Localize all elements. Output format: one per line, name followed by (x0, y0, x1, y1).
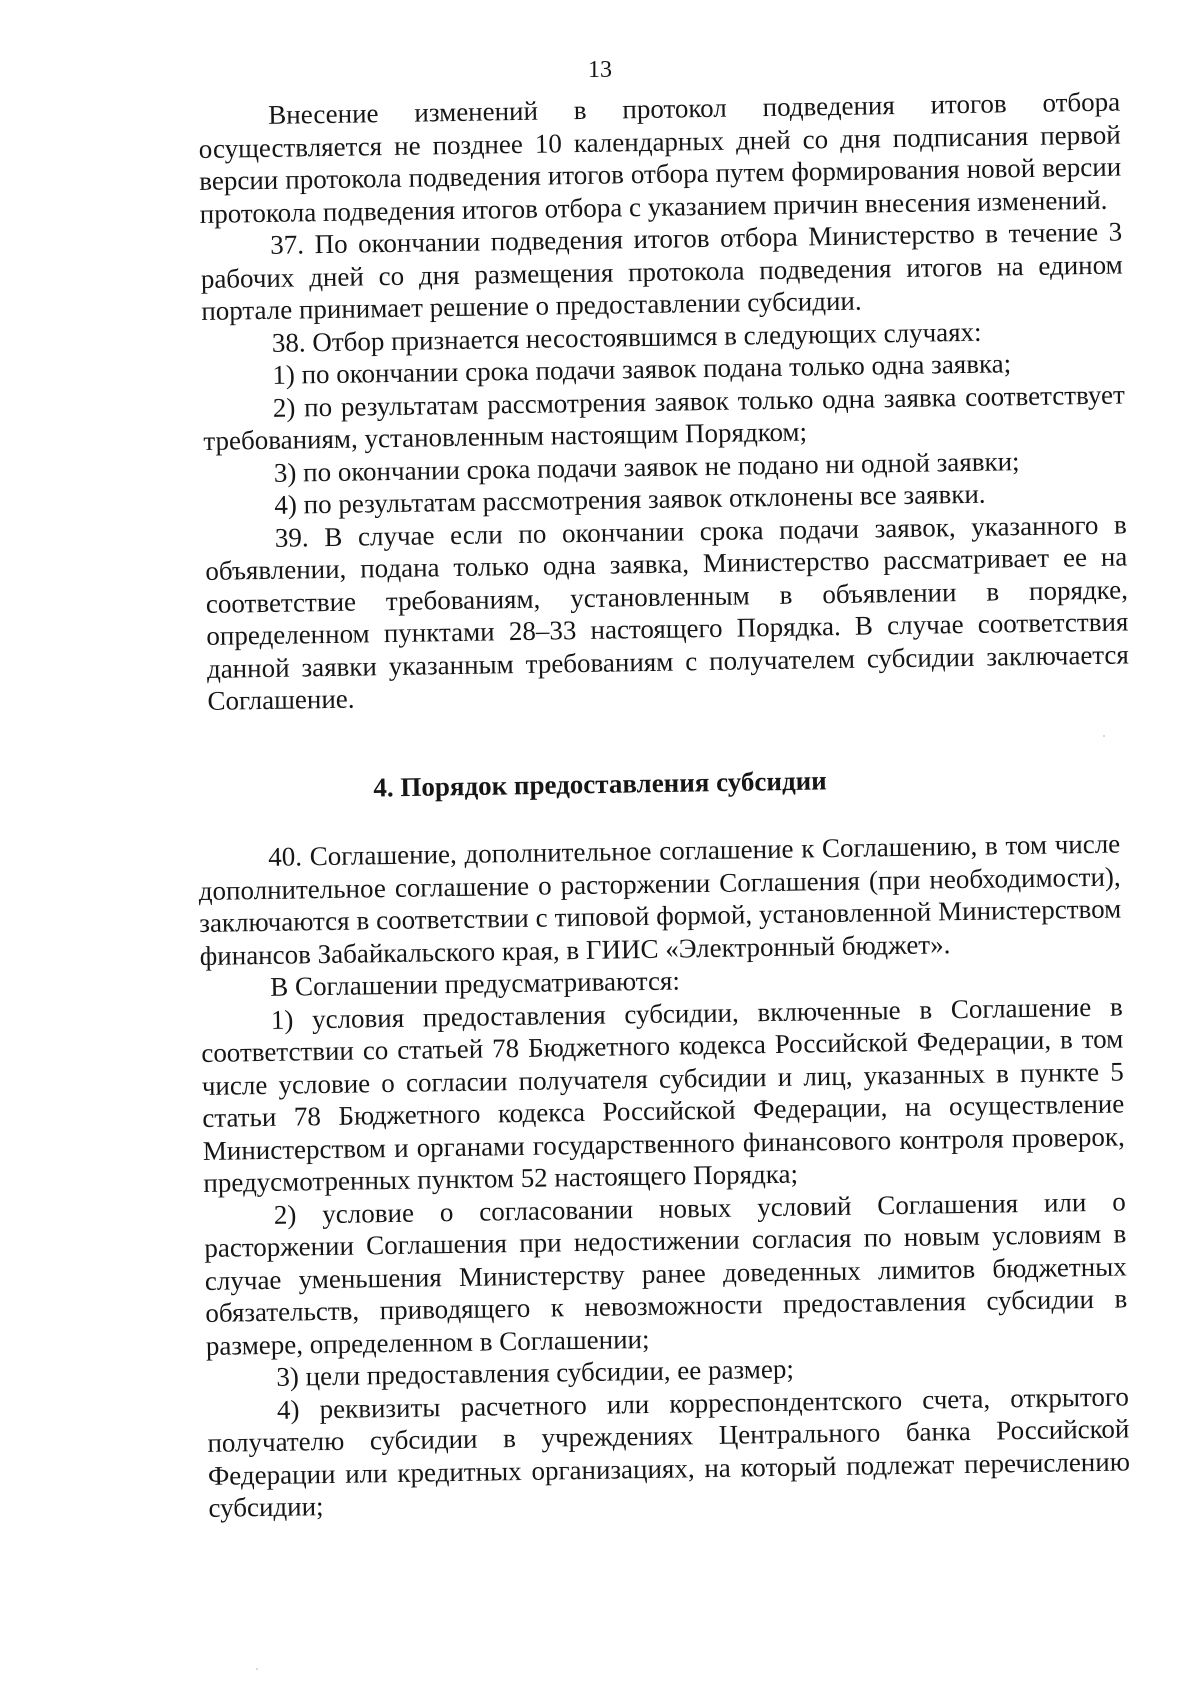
paragraph-39: 39. В случае если по окончании срока подачи заявок, указанного в объявлении, подана только одна заявка, Министерство рассматривает ее на соответствие требованиям, установленным в объявлении в порядке, определенном пунктами 28–33 настоящего Порядка. В случае соответствия данной заявки указанным требованиям с получателем субсидии заключается Соглашение. (205, 508, 1130, 716)
list-item-provision-3: 3) цели предоставления субсидии, ее размер; (276, 1353, 795, 1392)
paragraph-37: 37. По окончании подведения итогов отбора Министерство в течение 3 рабочих дней со дня размещения протокола подведения итогов на едином портале принимает решение о предоставлении субсидии. (200, 216, 1123, 326)
paragraph-agreement-provisions: В Соглашении предусматриваются: (270, 965, 681, 1002)
page-number: 13 (588, 57, 612, 83)
paragraph-38: 38. Отбор признается несостоявшимся в следующих случаях: (271, 316, 982, 358)
scan-speck (1103, 735, 1105, 737)
paragraph-40: 40. Соглашение, дополнительное соглашение к Соглашению, в том числе дополнительное соглашение о расторжении Соглашения (при необходимости), заключаются в соответствии с типовой формой, установленной Министерством финансов Забайкальского края, в ГИИС «Электронный бюджет». (198, 828, 1122, 971)
list-item-provision-2: 2) условие о согласовании новых условий Соглашения или о расторжении Соглашения при недостижении согласия по новым условиям в случае уменьшения Министерству ранее доведенных лимитов бюджетных обязательств, приводящего к невозможности предоставления субсидии в размере, определенном в Соглашении; (204, 1185, 1128, 1361)
text-block-top (198, 86, 1130, 718)
list-item-38-2: 2) по результатам рассмотрения заявок только одна заявка соответствует требованиям, установленным настоящим Порядком; (203, 378, 1125, 456)
scan-speck (256, 1668, 258, 1670)
list-item-38-1: 1) по окончании срока подачи заявок подана только одна заявка; (272, 348, 1012, 390)
list-item-provision-1: 1) условия предоставления субсидии, включенные в Соглашение в соответствии со статьей 78 Бюджетного кодекса Российской Федерации, в том числе условие о согласии получателя субсидии и лиц, указанных в пункте 5 статьи 78 Бюджетного кодекса Российской Федерации, на осуществление Министерством и органами государственного финансового контроля проверок, предусмотренных пунктом 52 настоящего Порядка; (201, 990, 1125, 1198)
section-heading: 4. Порядок предоставления субсидии (373, 765, 827, 803)
list-item-38-3: 3) по окончании срока подачи заявок не подано ни одной заявки; (273, 445, 1020, 488)
list-item-38-4: 4) по результатам рассмотрения заявок отклонены все заявки. (274, 478, 986, 520)
paragraph-protocol-changes: Внесение изменений в протокол подведения итогов отбора осуществляется не позднее 10 календарных дней со дня подписания первой версии протокола подведения итогов отбора путем формирования новой версии протокола подведения итогов отбора с указанием причин внесения изменений. (198, 86, 1122, 229)
text-block-bottom (198, 828, 1131, 1525)
list-item-provision-4: 4) реквизиты расчетного или корреспондентского счета, открытого получателю субсидии в учреждениях Центрального банка Российской Федерации или кредитных организациях, на который подлежат перечислению субсидии; (207, 1380, 1131, 1523)
